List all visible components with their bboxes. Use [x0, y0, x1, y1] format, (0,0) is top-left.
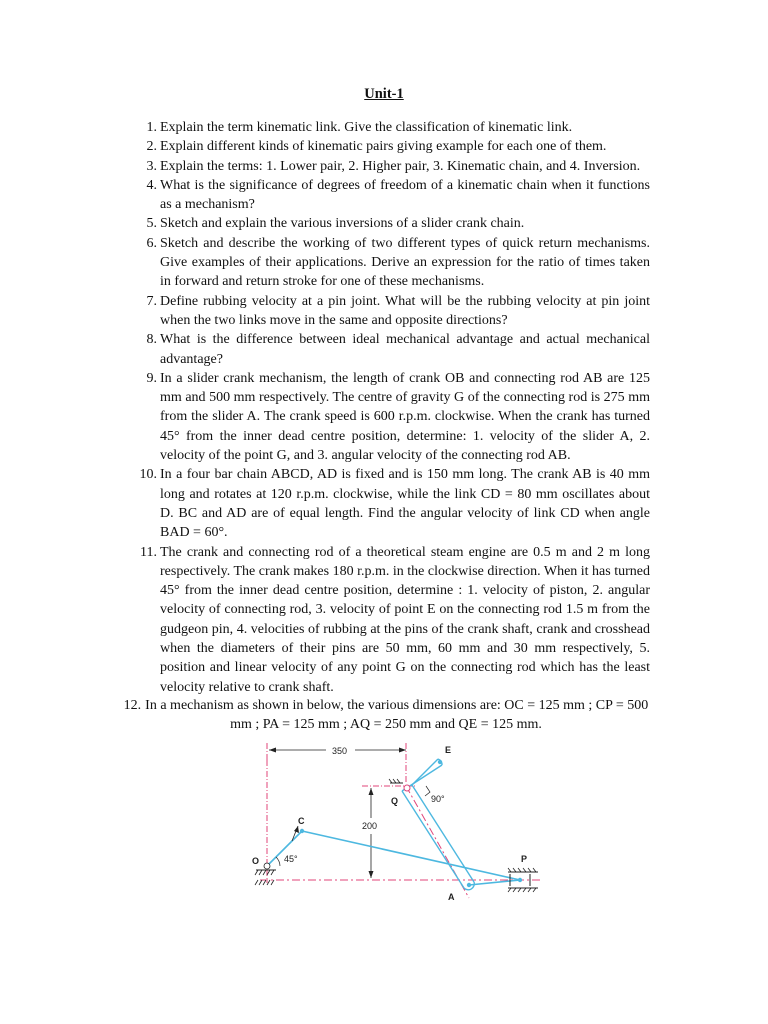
question-number: 1. [146, 120, 157, 135]
joint-q [404, 785, 410, 791]
question-text: What is the significance of degrees of freedom of a kinematic chain when it functions as a mechanism? [160, 177, 650, 213]
mechanism-figure [240, 738, 550, 908]
question-number: 8. [146, 332, 157, 348]
question-text: Explain the term kinematic link. Give the classification of kinematic link. [160, 120, 573, 135]
question-text: Sketch and describe the working of two different types of quick return mechanisms. Give examples of their applications. Derive an expression for the ratio of times taken in forward and return stroke for one of these mechanisms. [160, 235, 650, 290]
question-item [146, 118, 650, 137]
question-text: What is the difference between ideal mechanical advantage and actual mechanical advantage? [160, 332, 650, 367]
question-12 [116, 696, 656, 735]
question-text: Define rubbing velocity at a pin joint. What will be the rubbing velocity at pin joint when the two links move in the same and opposite directions? [160, 293, 650, 328]
question-number: 2. [146, 139, 157, 155]
angle-90-marker [425, 786, 430, 796]
question-item [146, 214, 650, 233]
question-number: 7. [146, 293, 157, 309]
question-text: Sketch and explain the various inversions of a slider crank chain. [160, 216, 525, 232]
question-item [139, 465, 650, 542]
question-number: 5. [146, 216, 157, 232]
joint-p [518, 878, 522, 882]
label-a: A [448, 892, 455, 902]
label-o: O [252, 856, 260, 866]
question-number: 6. [146, 235, 157, 251]
question-text: The crank and connecting rod of a theoretical steam engine are 0.5 m and 2 m long respectively. The crank makes 180 r.p.m. in the clockwise direction. When it has turned 45° from the inner dead centre position, determine : 1. velocity of piston, 2. angular velocity of connecting rod, 3. velocity of point E on the connecting rod 1.5 m from the gudgeon pin, 4. velocities of rubbing at the pins of the crank shaft, crank and crosshead when the diameters of their pins are 50 mm, 60 mm and 30 mm respectively, 5. position and linear velocity of any point G on the connecting rod which has the least velocity relative to crank shaft. [160, 544, 650, 695]
dimension-200-label: 200 [362, 821, 378, 831]
joint-e [438, 760, 442, 764]
label-p: P [521, 854, 528, 864]
link-cp [302, 831, 520, 880]
angle-45-label: 45° [284, 854, 298, 864]
joint-a [467, 883, 471, 887]
question-number: 12. [123, 698, 142, 713]
question-list [139, 118, 650, 697]
question-text: In a slider crank mechanism, the length of crank OB and connecting rod AB are 125 mm and 500 mm respectively. The centre of gravity G of the connecting rod is 275 mm from the slider A. The crank speed is 600 r.p.m. clockwise. When the crank has turned 45° from the inner dead centre position, determine: 1. velocity of the slider A, 2. velocity of the point G, and 3. angular velocity of the connecting rod AB. [160, 370, 650, 464]
question-12-line1: 12. In a mechanism as shown in below, the various dimensions are: OC = 125 mm ; CP = 500 [123, 698, 649, 713]
dimension-200 [362, 788, 377, 878]
question-item [146, 292, 650, 331]
question-text: Explain the terms: 1. Lower pair, 2. Higher pair, 3. Kinematic chain, and 4. Inversion. [160, 158, 641, 174]
question-number: 11. [140, 544, 157, 560]
question-item [140, 543, 650, 697]
question-number: 4. [146, 177, 157, 193]
dimension-350 [267, 743, 406, 783]
question-item [146, 157, 650, 176]
question-text: In a four bar chain ABCD, AD is fixed and is 150 mm long. The crank AB is 40 mm long and rotates at 120 r.p.m. clockwise, while the link CD = 80 mm oscillates about D. BC and AD are of equal length. Find the angular velocity of link CD when angle BAD = 60°. [160, 467, 650, 541]
dimension-350-label: 350 [332, 746, 348, 756]
question-number: 10. [139, 467, 157, 483]
label-q: Q [391, 796, 399, 806]
label-c: C [298, 816, 305, 826]
question-item [146, 176, 650, 215]
angle-45-arc [276, 857, 280, 866]
question-item [146, 137, 650, 156]
question-number: 9. [146, 370, 157, 386]
ground-q [389, 779, 403, 783]
label-e: E [445, 745, 452, 755]
question-item [146, 330, 650, 369]
page-title: Unit-1 [364, 86, 404, 102]
link-pa [469, 880, 520, 885]
question-item [146, 369, 650, 465]
joint-o [264, 863, 270, 869]
angle-90-label: 90° [431, 794, 445, 804]
question-item [146, 234, 650, 292]
question-number: 3. [146, 158, 157, 174]
ground-o [255, 870, 276, 885]
question-12-line2: mm ; PA = 125 mm ; AQ = 250 mm and QE = 125 mm. [230, 717, 542, 733]
question-text: Explain different kinds of kinematic pairs giving example for each one of them. [160, 139, 607, 155]
joint-c [300, 829, 304, 833]
